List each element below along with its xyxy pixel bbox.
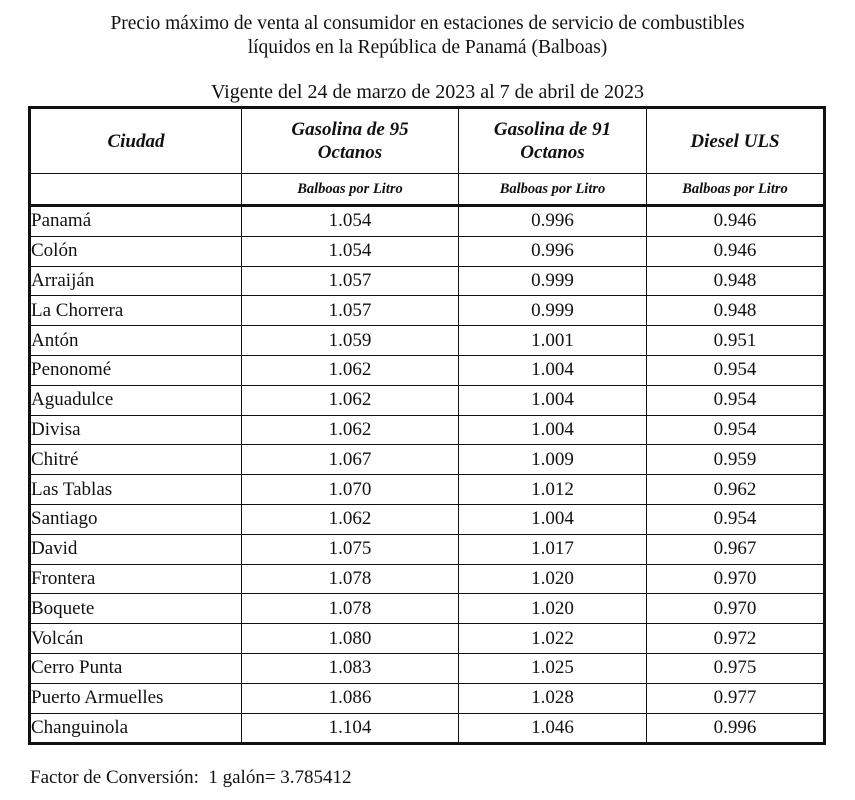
diesel-uls-price-cell: 0.959 (647, 445, 825, 475)
fuel-price-table (28, 106, 826, 745)
city-cell: Chitré (30, 445, 242, 475)
gasolina-95-price-cell: 1.086 (242, 683, 459, 713)
gasolina-91-price-cell: 1.020 (459, 564, 647, 594)
gasolina-91-price-cell: 1.012 (459, 475, 647, 505)
gasolina-91-price-cell: 1.046 (459, 713, 647, 744)
header-ciudad: Ciudad (30, 108, 242, 174)
diesel-uls-price-cell: 0.954 (647, 355, 825, 385)
table-row (30, 415, 825, 445)
diesel-uls-price-cell: 0.972 (647, 624, 825, 654)
diesel-uls-price-cell: 0.954 (647, 385, 825, 415)
document-title-line-2: líquidos en la República de Panamá (Balboas) (247, 37, 608, 58)
gasolina-91-price-cell: 1.025 (459, 653, 647, 683)
city-cell: Arraiján (30, 266, 242, 296)
city-cell: La Chorrera (30, 296, 242, 326)
unit-ciudad (30, 174, 242, 206)
table-row (30, 206, 825, 237)
city-cell: Changuinola (30, 713, 242, 744)
diesel-uls-price-cell: 0.970 (647, 564, 825, 594)
table-row (30, 564, 825, 594)
gasolina-95-price-cell: 1.080 (242, 624, 459, 654)
table-body (30, 206, 825, 744)
header-gasolina-95-line-1: Gasolina de 95 (291, 119, 409, 140)
city-cell: Boquete (30, 594, 242, 624)
city-cell: David (30, 534, 242, 564)
gasolina-91-price-cell: 1.004 (459, 355, 647, 385)
gasolina-95-price-cell: 1.057 (242, 296, 459, 326)
gasolina-91-price-cell: 1.028 (459, 683, 647, 713)
gasolina-95-price-cell: 1.054 (242, 206, 459, 237)
diesel-uls-price-cell: 0.962 (647, 475, 825, 505)
table-row (30, 594, 825, 624)
gasolina-95-price-cell: 1.054 (242, 236, 459, 266)
gasolina-95-price-cell: 1.067 (242, 445, 459, 475)
gasolina-91-price-cell: 1.001 (459, 326, 647, 356)
gasolina-91-price-cell: 1.020 (459, 594, 647, 624)
city-cell: Las Tablas (30, 475, 242, 505)
gasolina-95-price-cell: 1.062 (242, 355, 459, 385)
city-cell: Antón (30, 326, 242, 356)
city-cell: Colón (30, 236, 242, 266)
diesel-uls-price-cell: 0.948 (647, 296, 825, 326)
gasolina-91-price-cell: 1.017 (459, 534, 647, 564)
gasolina-95-price-cell: 1.057 (242, 266, 459, 296)
document-title-line-1: Precio máximo de venta al consumidor en estaciones de servicio de combustibles (110, 13, 745, 34)
table-row (30, 266, 825, 296)
gasolina-91-price-cell: 0.996 (459, 206, 647, 237)
gasolina-95-price-cell: 1.078 (242, 564, 459, 594)
table-row (30, 296, 825, 326)
gasolina-91-price-cell: 0.999 (459, 296, 647, 326)
diesel-uls-price-cell: 0.948 (647, 266, 825, 296)
diesel-uls-price-cell: 0.946 (647, 236, 825, 266)
diesel-uls-price-cell: 0.946 (647, 206, 825, 237)
gasolina-95-price-cell: 1.062 (242, 415, 459, 445)
gasolina-95-price-cell: 1.070 (242, 475, 459, 505)
gasolina-91-price-cell: 1.004 (459, 385, 647, 415)
unit-gasolina-95: Balboas por Litro (242, 174, 459, 206)
diesel-uls-price-cell: 0.996 (647, 713, 825, 744)
gasolina-95-price-cell: 1.075 (242, 534, 459, 564)
diesel-uls-price-cell: 0.975 (647, 653, 825, 683)
city-cell: Penonomé (30, 355, 242, 385)
table-row (30, 236, 825, 266)
gasolina-95-price-cell: 1.078 (242, 594, 459, 624)
city-cell: Volcán (30, 624, 242, 654)
diesel-uls-price-cell: 0.970 (647, 594, 825, 624)
gasolina-95-price-cell: 1.059 (242, 326, 459, 356)
table-row (30, 624, 825, 654)
gasolina-91-price-cell: 0.999 (459, 266, 647, 296)
city-cell: Cerro Punta (30, 653, 242, 683)
city-cell: Frontera (30, 564, 242, 594)
gasolina-91-price-cell: 1.004 (459, 504, 647, 534)
diesel-uls-price-cell: 0.951 (647, 326, 825, 356)
header-gasolina-91 (459, 108, 647, 174)
gasolina-91-price-cell: 1.009 (459, 445, 647, 475)
diesel-uls-price-cell: 0.954 (647, 415, 825, 445)
table-row (30, 683, 825, 713)
city-cell: Puerto Armuelles (30, 683, 242, 713)
gasolina-91-price-cell: 1.004 (459, 415, 647, 445)
unit-diesel-uls: Balboas por Litro (647, 174, 825, 206)
diesel-uls-price-cell: 0.977 (647, 683, 825, 713)
unit-gasolina-91: Balboas por Litro (459, 174, 647, 206)
table-row (30, 504, 825, 534)
gasolina-95-price-cell: 1.062 (242, 385, 459, 415)
table-row (30, 326, 825, 356)
gasolina-95-price-cell: 1.104 (242, 713, 459, 744)
header-gasolina-95 (242, 108, 459, 174)
table-row (30, 475, 825, 505)
conversion-factor-note: Factor de Conversión: 1 galón= 3.785412 (30, 767, 352, 788)
gasolina-95-price-cell: 1.062 (242, 504, 459, 534)
table-row (30, 385, 825, 415)
header-row (30, 108, 825, 174)
city-cell: Divisa (30, 415, 242, 445)
header-gasolina-91-line-1: Gasolina de 91 (493, 119, 612, 140)
gasolina-95-price-cell: 1.083 (242, 653, 459, 683)
table-row (30, 445, 825, 475)
validity-period: Vigente del 24 de marzo de 2023 al 7 de abril de 2023 (210, 81, 645, 103)
diesel-uls-price-cell: 0.954 (647, 504, 825, 534)
table-row (30, 713, 825, 744)
header-gasolina-95-line-2: Octanos (317, 142, 383, 163)
city-cell: Santiago (30, 504, 242, 534)
table-row (30, 355, 825, 385)
city-cell: Aguadulce (30, 385, 242, 415)
city-cell: Panamá (30, 206, 242, 237)
header-gasolina-91-line-2: Octanos (520, 142, 585, 163)
table-row (30, 534, 825, 564)
gasolina-91-price-cell: 1.022 (459, 624, 647, 654)
table-row (30, 653, 825, 683)
header-diesel-uls: Diesel ULS (647, 108, 825, 174)
diesel-uls-price-cell: 0.967 (647, 534, 825, 564)
gasolina-91-price-cell: 0.996 (459, 236, 647, 266)
units-row (30, 174, 825, 206)
